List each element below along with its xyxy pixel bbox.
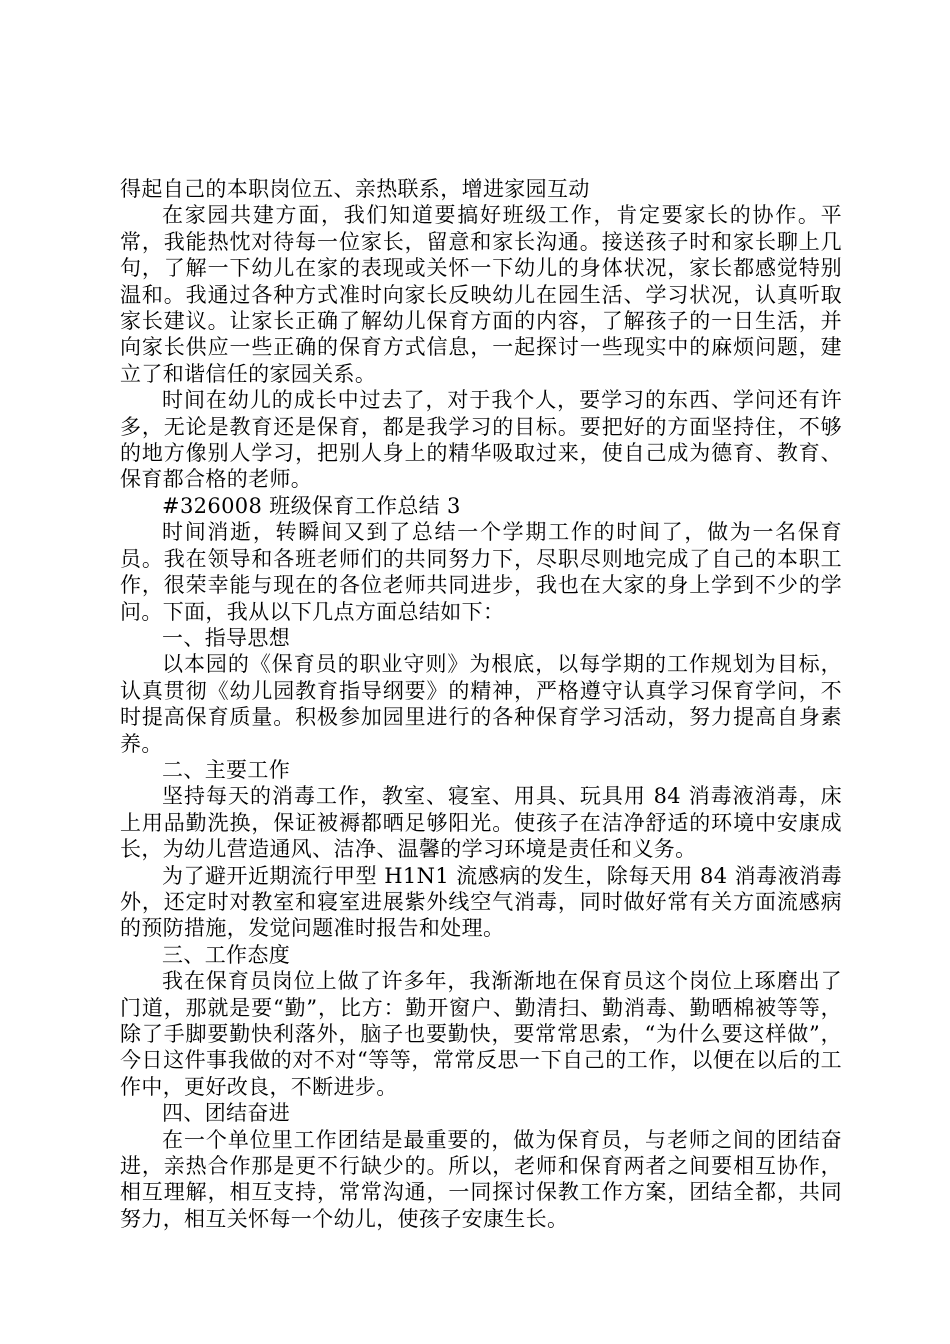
document-body: [120, 176, 842, 1232]
heading-main-work: 二、主要工作: [162, 757, 291, 782]
paragraph-personal-growth: 时间在幼儿的成长中过去了，对于我个人，要学习的东西、学问还有许多，无论是教育还是保育，都是我学习的目标。要把好的方面坚持住，不够的地方像别人学习，把别人身上的精华吸取过来，使自己成为德育、教育、保育都合格的老师。: [120, 388, 842, 492]
paragraph-work-attitude: 我在保育员岗位上做了许多年，我渐渐地在保育员这个岗位上琢磨出了门道，那就是要“勤”，比方：勤开窗户、勤清扫、勤消毒、勤晒棉被等等，除了手脚要勤快利落外，脑子也要勤快，要常常思索，“为什么要这样做”，今日这件事我做的对不对“等等，常常反思一下自己的工作，以便在以后的工作中，更好改良，不断进步。: [120, 969, 842, 1099]
paragraph-continuation: 得起自己的本职岗位五、亲热联系，增进家园互动: [120, 177, 590, 201]
heading-guiding-ideology: 一、指导思想: [162, 625, 291, 650]
paragraph-disinfection: 坚持每天的消毒工作，教室、寝室、用具、玩具用 84 消毒液消毒，床上用品勤洗换，保证被褥都晒足够阳光。使孩子在洁净舒适的环境中安康成长，为幼儿营造通风、洁净、温馨的学习环境是责任和义务。: [120, 784, 842, 862]
heading-work-attitude: 三、工作态度: [162, 942, 291, 967]
paragraph-unity: 在一个单位里工作团结是最重要的，做为保育员，与老师之间的团结奋进，亲热合作那是更不行缺少的。所以，老师和保育两者之间要相互协作，相互理解，相互支持，常常沟通，一同探讨保教工作方案，团结全都，共同努力，相互关怀每一个幼儿，使孩子安康生长。: [120, 1127, 842, 1231]
paragraph-flu-prevention: 为了避开近期流行甲型 H1N1 流感病的发生，除每天用 84 消毒液消毒外，还定时对教室和寝室进展紫外线空气消毒，同时做好常有关方面流感病的预防措施，发觉问题准时报告和处理。: [120, 863, 842, 941]
paragraph-home-school-cooperation: 在家园共建方面，我们知道要搞好班级工作，肯定要家长的协作。平常，我能热忱对待每一位家长，留意和家长沟通。接送孩子时和家长聊上几句，了解一下幼儿在家的表现或关怀一下幼儿的身体状况，家长都感觉特别温和。我通过各种方式准时向家长反映幼儿在园生活、学习状况，认真听取家长建议。让家长正确了解幼儿保育方面的内容，了解孩子的一日生活，并向家长供应一些正确的保育方式信息，一起探讨一些现实中的麻烦问题，建立了和谐信任的家园关系。: [120, 203, 842, 386]
heading-unity: 四、团结奋进: [162, 1101, 291, 1126]
section-title: #326008 班级保育工作总结 3: [162, 493, 461, 518]
paragraph-guiding-ideology: 以本园的《保育员的职业守则》为根底，以每学期的工作规划为目标，认真贯彻《幼儿园教育指导纲要》的精神，严格遵守认真学习保育学问，不时提高保育质量。积极参加园里进行的各种保育学习活动，努力提高自身素养。: [120, 652, 842, 756]
paragraph-introduction: 时间消逝，转瞬间又到了总结一个学期工作的时间了，做为一名保育员。我在领导和各班老师们的共同努力下，尽职尽则地完成了自己的本职工作，很荣幸能与现在的各位老师共同进步，我也在大家的身上学到不少的学问。下面，我从以下几点方面总结如下：: [120, 520, 842, 624]
